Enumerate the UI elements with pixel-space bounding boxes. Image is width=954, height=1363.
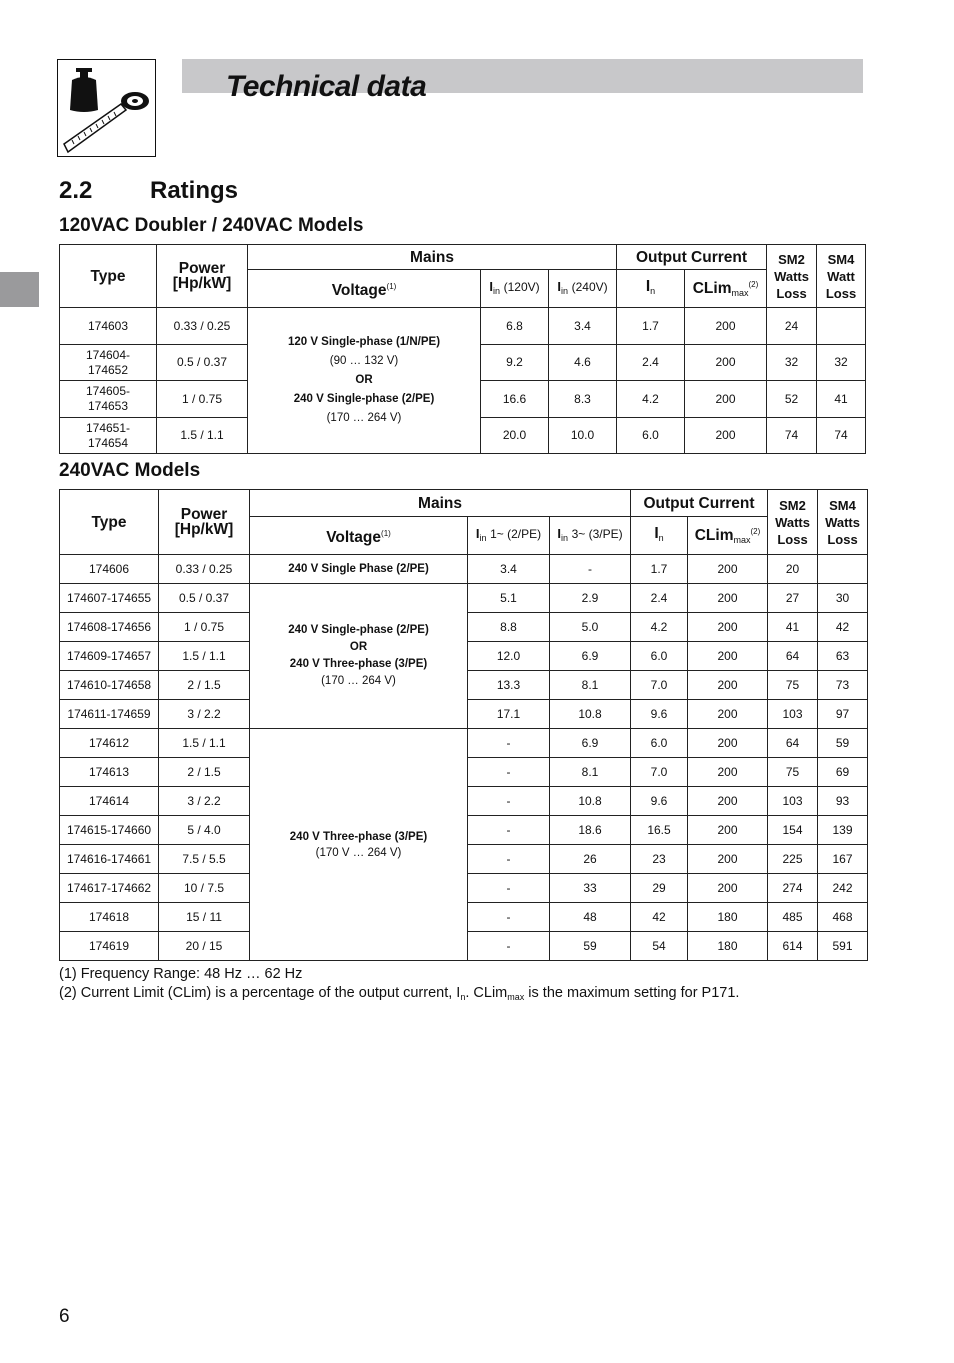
col-header-sm2: SM2 Watts Loss <box>768 490 818 555</box>
cell-type: 174651- 174654 <box>60 418 157 454</box>
cell-mains-voltage: 120 V Single-phase (1/N/PE) (90 … 132 V) OR 240 V Single-phase (2/PE) (170 … 264 V) <box>248 308 481 454</box>
table-row <box>60 729 868 758</box>
table1-subtitle: 120VAC Doubler / 240VAC Models <box>59 215 364 236</box>
cell-clim: 200 <box>688 845 768 874</box>
col-header-output-current: Output Current <box>631 490 768 517</box>
col-header-iin-1ph: $I_{in}$ 1~ (2/PE) <box>468 517 550 555</box>
cell-iin-120: 9.2 <box>481 345 549 381</box>
cell-sm4: 139 <box>818 816 868 845</box>
cell-iin3: 18.6 <box>550 816 631 845</box>
cell-sm2: 41 <box>768 613 818 642</box>
cell-sm2: 614 <box>768 932 818 961</box>
col-header-power: Power [Hp/kW] <box>159 490 250 555</box>
cell-in: 9.6 <box>631 787 688 816</box>
cell-sm4: 468 <box>818 903 868 932</box>
cell-sm2: 32 <box>767 345 817 381</box>
cell-iin3: 59 <box>550 932 631 961</box>
cell-type: 174612 <box>60 729 159 758</box>
cell-sm2: 103 <box>768 700 818 729</box>
cell-iin1: - <box>468 932 550 961</box>
cell-sm2: 52 <box>767 381 817 418</box>
col-header-in: In <box>617 270 685 308</box>
cell-sm2: 27 <box>768 584 818 613</box>
cell-power: 1.5 / 1.1 <box>159 729 250 758</box>
cell-iin3: 5.0 <box>550 613 631 642</box>
cell-iin1: 13.3 <box>468 671 550 700</box>
cell-type: 174613 <box>60 758 159 787</box>
cell-power: 3 / 2.2 <box>159 787 250 816</box>
cell-power: 1 / 0.75 <box>157 381 248 418</box>
cell-sm4: 42 <box>818 613 868 642</box>
weight-and-measuring-tape-icon <box>57 59 156 157</box>
cell-in: 4.2 <box>631 613 688 642</box>
cell-type: 174616-174661 <box>60 845 159 874</box>
cell-sm2: 485 <box>768 903 818 932</box>
cell-sm4: 167 <box>818 845 868 874</box>
col-header-iin-240v: $I_{in}$ (240V) <box>549 270 617 308</box>
table2-subtitle: 240VAC Models <box>59 460 201 481</box>
cell-power: 1 / 0.75 <box>159 613 250 642</box>
col-header-output-current: Output Current <box>617 245 767 270</box>
cell-clim: 200 <box>685 308 767 345</box>
col-header-power: Power [Hp/kW] <box>157 245 248 308</box>
cell-in: 4.2 <box>617 381 685 418</box>
cell-clim: 200 <box>685 418 767 454</box>
cell-iin3: 48 <box>550 903 631 932</box>
cell-power: 0.5 / 0.37 <box>157 345 248 381</box>
cell-sm2: 75 <box>768 758 818 787</box>
col-header-sm2: SM2 Watts Loss <box>767 245 817 308</box>
cell-sm2: 74 <box>767 418 817 454</box>
cell-clim: 200 <box>688 729 768 758</box>
cell-in: 29 <box>631 874 688 903</box>
cell-iin3: 10.8 <box>550 700 631 729</box>
cell-sm4: 32 <box>817 345 866 381</box>
cell-sm2: 75 <box>768 671 818 700</box>
cell-sm2: 103 <box>768 787 818 816</box>
cell-iin1: 3.4 <box>468 555 550 584</box>
cell-iin1: - <box>468 787 550 816</box>
cell-in: 1.7 <box>631 555 688 584</box>
table-row <box>60 584 868 613</box>
cell-iin3: 8.1 <box>550 671 631 700</box>
cell-in: 16.5 <box>631 816 688 845</box>
cell-in: 6.0 <box>631 729 688 758</box>
cell-sm4: 242 <box>818 874 868 903</box>
cell-clim: 180 <box>688 903 768 932</box>
col-header-iin-120v: $I_{in}$ (120V) <box>481 270 549 308</box>
cell-iin1: 12.0 <box>468 642 550 671</box>
cell-clim: 200 <box>688 671 768 700</box>
cell-type: 174603 <box>60 308 157 345</box>
cell-mains-voltage-three: 240 V Three-phase (3/PE) (170 V … 264 V) <box>250 729 468 961</box>
cell-iin3: 10.8 <box>550 787 631 816</box>
cell-type: 174609-174657 <box>60 642 159 671</box>
col-header-mains: Mains <box>250 490 631 517</box>
cell-power: 2 / 1.5 <box>159 758 250 787</box>
cell-type: 174605- 174653 <box>60 381 157 418</box>
cell-type: 174618 <box>60 903 159 932</box>
cell-iin-240: 3.4 <box>549 308 617 345</box>
cell-sm4: 97 <box>818 700 868 729</box>
cell-in: 6.0 <box>631 642 688 671</box>
col-header-clim: CLimmax$^{(2)}$ <box>685 270 767 308</box>
col-header-sm4: SM4 Watt Loss <box>817 245 866 308</box>
cell-type: 174607-174655 <box>60 584 159 613</box>
cell-iin-240: 4.6 <box>549 345 617 381</box>
table-row <box>60 308 866 345</box>
cell-power: 20 / 15 <box>159 932 250 961</box>
cell-sm4: 59 <box>818 729 868 758</box>
cell-iin-240: 8.3 <box>549 381 617 418</box>
col-header-voltage: Voltage$^{(1)}$ <box>250 517 468 555</box>
cell-power: 1.5 / 1.1 <box>157 418 248 454</box>
cell-clim: 200 <box>688 787 768 816</box>
cell-iin1: - <box>468 758 550 787</box>
cell-clim: 200 <box>688 642 768 671</box>
cell-in: 54 <box>631 932 688 961</box>
cell-iin1: - <box>468 903 550 932</box>
col-header-voltage: Voltage$^{(1)}$ <box>248 270 481 308</box>
cell-sm4: 93 <box>818 787 868 816</box>
cell-clim: 200 <box>685 381 767 418</box>
cell-iin1: - <box>468 816 550 845</box>
cell-iin3: 6.9 <box>550 729 631 758</box>
cell-sm2: 154 <box>768 816 818 845</box>
cell-in: 42 <box>631 903 688 932</box>
col-header-clim: CLimmax$^{(2)}$ <box>688 517 768 555</box>
cell-clim: 200 <box>688 874 768 903</box>
cell-clim: 200 <box>688 758 768 787</box>
cell-iin-240: 10.0 <box>549 418 617 454</box>
cell-type: 174611-174659 <box>60 700 159 729</box>
page-number: 6 <box>59 1306 70 1327</box>
cell-sm4: 69 <box>818 758 868 787</box>
cell-clim: 200 <box>688 816 768 845</box>
cell-clim: 200 <box>688 584 768 613</box>
cell-sm2: 274 <box>768 874 818 903</box>
cell-iin3: 8.1 <box>550 758 631 787</box>
cell-power: 7.5 / 5.5 <box>159 845 250 874</box>
cell-type: 174610-174658 <box>60 671 159 700</box>
cell-power: 0.33 / 0.25 <box>157 308 248 345</box>
cell-sm2: 225 <box>768 845 818 874</box>
cell-sm2: 20 <box>768 555 818 584</box>
cell-mains-voltage-single: 240 V Single Phase (2/PE) <box>250 555 468 584</box>
page-title: Technical data <box>226 70 427 103</box>
cell-iin3: 2.9 <box>550 584 631 613</box>
col-header-sm4: SM4 Watts Loss <box>818 490 868 555</box>
cell-sm4: 73 <box>818 671 868 700</box>
side-tab-marker <box>0 272 39 307</box>
cell-iin1: 5.1 <box>468 584 550 613</box>
cell-in: 6.0 <box>617 418 685 454</box>
cell-iin1: - <box>468 874 550 903</box>
cell-type: 174608-174656 <box>60 613 159 642</box>
cell-in: 9.6 <box>631 700 688 729</box>
cell-type: 174604- 174652 <box>60 345 157 381</box>
cell-sm4: 591 <box>818 932 868 961</box>
col-header-in: In <box>631 517 688 555</box>
cell-iin1: - <box>468 845 550 874</box>
cell-sm2: 24 <box>767 308 817 345</box>
footnote-2: (2) Current Limit (CLim) is a percentage of the output current, $I_n$. CLim$_{max}$ is the maximum setting for P171. <box>59 985 740 1002</box>
cell-iin3: 6.9 <box>550 642 631 671</box>
cell-iin3: - <box>550 555 631 584</box>
cell-iin3: 26 <box>550 845 631 874</box>
cell-in: 2.4 <box>617 345 685 381</box>
ratings-table-240vac <box>59 489 868 961</box>
cell-power: 5 / 4.0 <box>159 816 250 845</box>
cell-type: 174614 <box>60 787 159 816</box>
cell-sm2: 64 <box>768 729 818 758</box>
cell-clim: 200 <box>688 555 768 584</box>
cell-type: 174617-174662 <box>60 874 159 903</box>
cell-clim: 200 <box>688 613 768 642</box>
cell-power: 1.5 / 1.1 <box>159 642 250 671</box>
col-header-type: Type <box>60 490 159 555</box>
cell-power: 0.33 / 0.25 <box>159 555 250 584</box>
footnote-1: (1) Frequency Range: 48 Hz … 62 Hz <box>59 966 303 982</box>
cell-in: 1.7 <box>617 308 685 345</box>
cell-power: 10 / 7.5 <box>159 874 250 903</box>
cell-iin3: 33 <box>550 874 631 903</box>
cell-type: 174619 <box>60 932 159 961</box>
cell-sm2: 64 <box>768 642 818 671</box>
cell-sm4: 30 <box>818 584 868 613</box>
cell-iin-120: 20.0 <box>481 418 549 454</box>
cell-iin-120: 16.6 <box>481 381 549 418</box>
ratings-table-120vac <box>59 244 866 454</box>
cell-iin1: 17.1 <box>468 700 550 729</box>
cell-in: 23 <box>631 845 688 874</box>
section-title: Ratings <box>150 177 239 204</box>
cell-power: 2 / 1.5 <box>159 671 250 700</box>
section-number: 2.2 <box>59 177 93 204</box>
cell-clim: 200 <box>685 345 767 381</box>
col-header-mains: Mains <box>248 245 617 270</box>
cell-in: 7.0 <box>631 758 688 787</box>
cell-power: 15 / 11 <box>159 903 250 932</box>
cell-clim: 180 <box>688 932 768 961</box>
cell-sm4: 41 <box>817 381 866 418</box>
cell-type: 174615-174660 <box>60 816 159 845</box>
cell-power: 0.5 / 0.37 <box>159 584 250 613</box>
cell-type: 174606 <box>60 555 159 584</box>
cell-sm4 <box>818 555 868 584</box>
cell-sm4: 74 <box>817 418 866 454</box>
table-row <box>60 555 868 584</box>
cell-iin1: 8.8 <box>468 613 550 642</box>
cell-power: 3 / 2.2 <box>159 700 250 729</box>
col-header-type: Type <box>60 245 157 308</box>
cell-iin1: - <box>468 729 550 758</box>
cell-sm4: 63 <box>818 642 868 671</box>
cell-in: 7.0 <box>631 671 688 700</box>
col-header-iin-3ph: $I_{in}$ 3~ (3/PE) <box>550 517 631 555</box>
cell-mains-voltage-single-or-three: 240 V Single-phase (2/PE) OR 240 V Three-phase (3/PE) (170 … 264 V) <box>250 584 468 729</box>
cell-sm4 <box>817 308 866 345</box>
cell-clim: 200 <box>688 700 768 729</box>
cell-in: 2.4 <box>631 584 688 613</box>
cell-iin-120: 6.8 <box>481 308 549 345</box>
